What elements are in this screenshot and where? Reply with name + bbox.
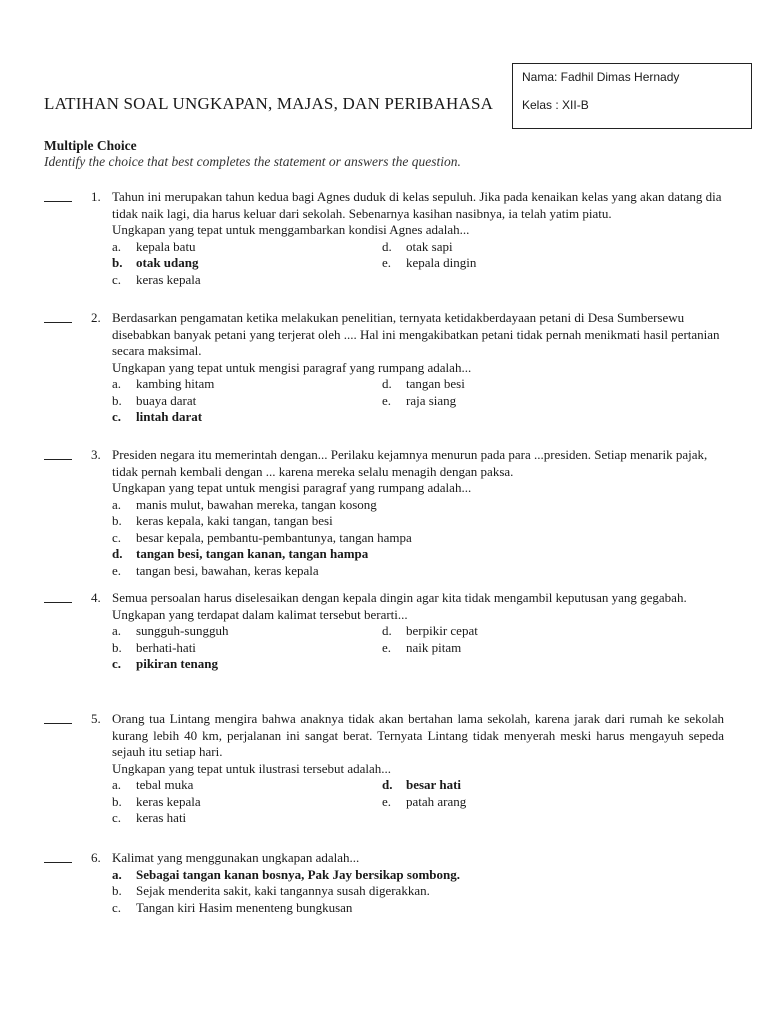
option-b[interactable]: b. Sejak menderita sakit, kaki tangannya susah digerakkan. [112, 883, 430, 898]
question-3 [44, 447, 724, 579]
question-5 [44, 711, 724, 827]
question-2 [44, 310, 724, 426]
question-4 [44, 590, 724, 673]
option-c[interactable]: c. besar kepala, pembantu-pembantunya, tangan hampa [112, 529, 412, 545]
question-number: 5. [91, 711, 101, 726]
option-c[interactable]: c. lintah darat [112, 409, 203, 424]
question-1 [44, 189, 724, 288]
student-name: Nama: Fadhil Dimas Hernady [522, 70, 680, 84]
option-a[interactable]: a. Sebagai tangan kanan bosnya, Pak Jay bersikap sombong. [112, 866, 461, 882]
option-b[interactable]: b. keras kepala [112, 793, 201, 809]
option-e[interactable]: e. raja siang [382, 392, 457, 408]
student-info-box [512, 63, 752, 129]
page-title: LATIHAN SOAL UNGKAPAN, MAJAS, DAN PERIBAHASA [44, 94, 494, 113]
option-c[interactable]: c. keras hati [112, 810, 187, 825]
options [112, 777, 724, 827]
options [112, 867, 724, 917]
question-number: 3. [91, 447, 101, 462]
question-6 [44, 850, 724, 916]
option-a[interactable]: a. sungguh-sungguh [112, 623, 229, 638]
option-d[interactable]: d. berpikir cepat [382, 623, 478, 638]
option-e[interactable]: e. naik pitam [382, 639, 462, 655]
option-b[interactable]: b. otak udang [112, 255, 199, 270]
options [112, 623, 724, 673]
question-stem: Orang tua Lintang mengira bahwa anaknya tidak akan bertahan lama sekolah, karena jarak dari rumah ke sekolah kurang lebih 40 km, perjalanan ini sangat berat. Ternyata Lintang tidak menyerah meski harus mengayuh sepeda sejauh itu setiap hari. [112, 711, 724, 759]
question-prompt: Ungkapan yang terdapat dalam kalimat tersebut berarti... [112, 606, 408, 622]
question-number: 2. [91, 310, 101, 325]
option-d[interactable]: d. besar hati [382, 777, 462, 792]
section-instruction: Identify the choice that best completes the statement or answers the question. [44, 154, 461, 169]
question-number: 6. [91, 850, 101, 865]
options [112, 497, 724, 580]
option-e[interactable]: e. patah arang [382, 793, 467, 809]
option-c[interactable]: c. keras kepala [112, 271, 201, 287]
question-number: 4. [91, 590, 101, 605]
answer-blank[interactable] [44, 189, 72, 202]
section-header [44, 138, 461, 170]
options [112, 239, 724, 289]
answer-blank[interactable] [44, 590, 72, 603]
option-b[interactable]: b. keras kepala, kaki tangan, tangan besi [112, 513, 333, 528]
question-stem: Berdasarkan pengamatan ketika melakukan penelitian, ternyata ketidakberdayaan petani di Desa Sumbersewu disebabkan banyak petani yang terjerat oleh .... Hal ini mengakibatkan petani tidak pernah menikmati hasil pertanian secara maksimal. [112, 310, 720, 358]
option-d[interactable]: d. tangan besi, tangan kanan, tangan hampa [112, 546, 369, 561]
answer-blank[interactable] [44, 310, 72, 323]
question-prompt: Ungkapan yang tepat untuk ilustrasi tersebut adalah... [112, 760, 392, 776]
answer-blank[interactable] [44, 711, 72, 724]
options [112, 376, 724, 426]
answer-blank[interactable] [44, 447, 72, 460]
student-class: Kelas : XII-B [522, 98, 589, 112]
option-e[interactable]: e. tangan besi, bawahan, keras kepala [112, 562, 319, 578]
option-d[interactable]: d. otak sapi [382, 238, 453, 254]
option-c[interactable]: c. Tangan kiri Hasim menenteng bungkusan [112, 899, 353, 915]
question-number: 1. [91, 189, 101, 204]
section-heading: Multiple Choice [44, 138, 137, 153]
option-a[interactable]: a. manis mulut, bawahan mereka, tangan kosong [112, 496, 377, 512]
question-stem: Kalimat yang menggunakan ungkapan adalah... [112, 850, 360, 865]
option-a[interactable]: a. kambing hitam [112, 376, 215, 391]
option-a[interactable]: a. tebal muka [112, 777, 194, 792]
option-d[interactable]: d. tangan besi [382, 376, 465, 391]
question-stem: Semua persoalan harus diselesaikan dengan kepala dingin agar kita tidak mengambil keputusan yang gegabah. [112, 590, 687, 605]
option-b[interactable]: b. berhati-hati [112, 639, 196, 655]
option-c[interactable]: c. pikiran tenang [112, 656, 218, 671]
question-stem: Tahun ini merupakan tahun kedua bagi Agnes duduk di kelas sepuluh. Jika pada kenaikan kelas yang akan datang dia tidak naik lagi, dia harus keluar dari sekolah. Sebenarnya kasihan nasibnya, ia telah yatim piatu. [112, 189, 722, 221]
question-stem: Presiden negara itu memerintah dengan... Perilaku kejamnya menurun pada para ...presiden. Setiap menarik pajak, tidak pernah kembali dengan ... karena mereka selalu menagih dengan paksa. [112, 447, 708, 479]
option-a[interactable]: a. kepala batu [112, 238, 196, 254]
answer-blank[interactable] [44, 850, 72, 863]
option-b[interactable]: b. buaya darat [112, 392, 197, 408]
question-prompt: Ungkapan yang tepat untuk menggambarkan kondisi Agnes adalah... [112, 222, 470, 237]
question-prompt: Ungkapan yang tepat untuk mengisi paragraf yang rumpang adalah... [112, 480, 472, 495]
question-prompt: Ungkapan yang tepat untuk mengisi paragraf yang rumpang adalah... [112, 359, 472, 375]
option-e[interactable]: e. kepala dingin [382, 255, 477, 270]
